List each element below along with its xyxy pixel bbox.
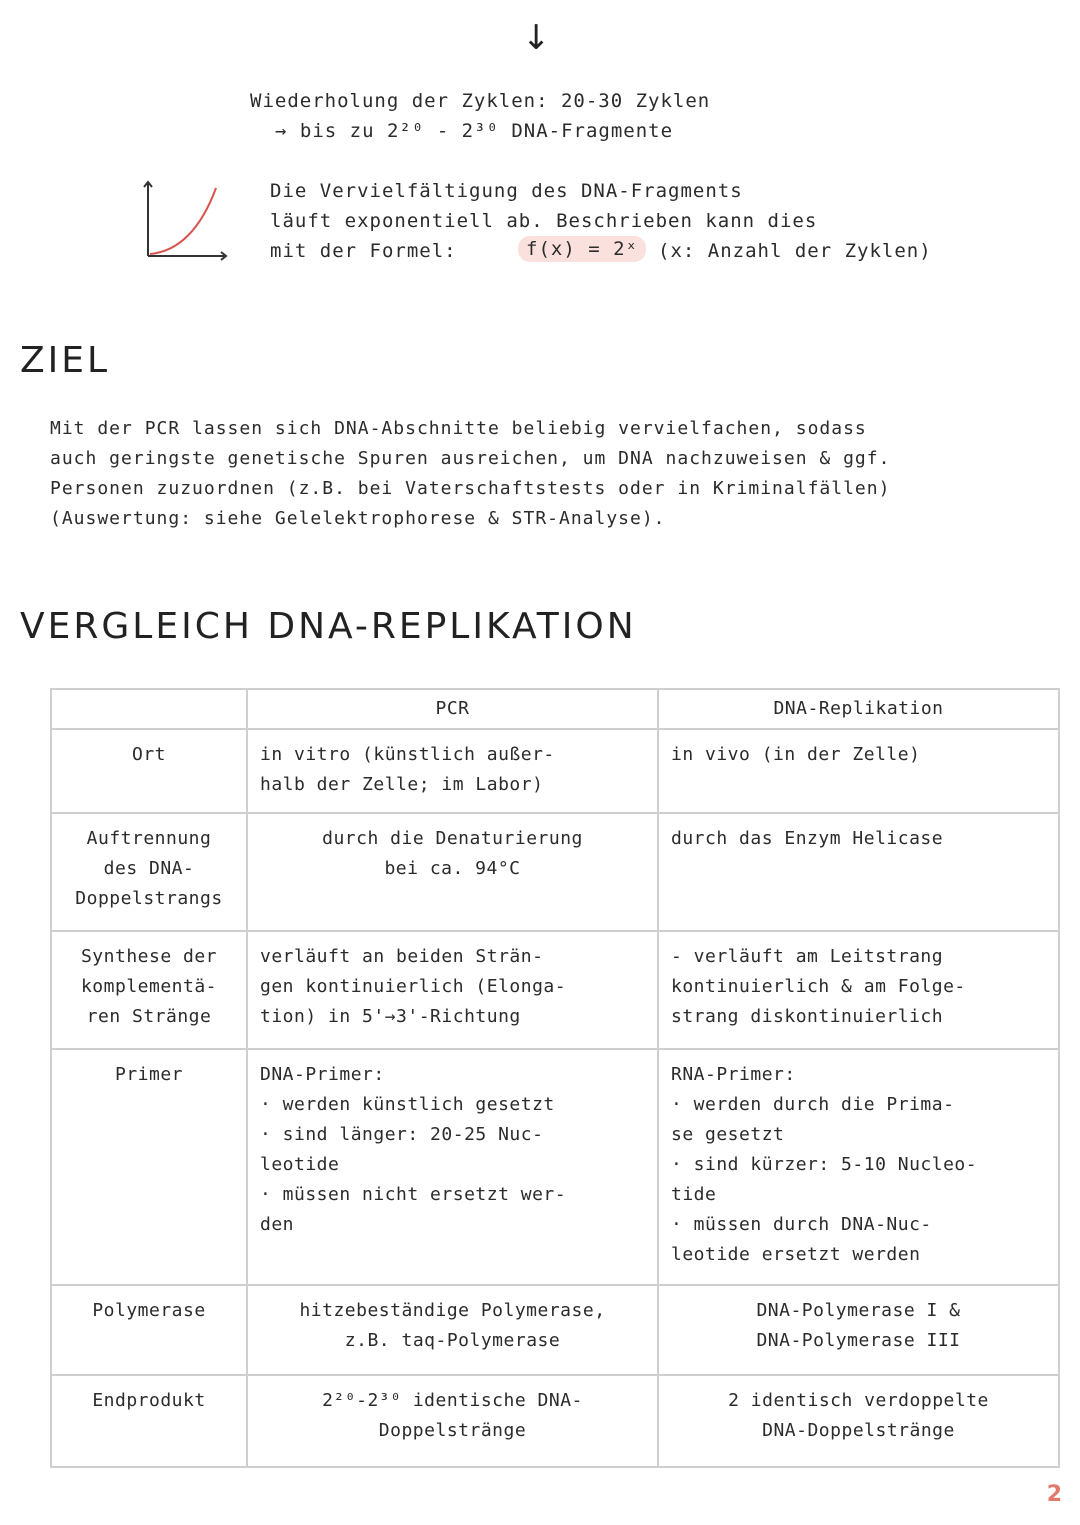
pcr-line: in vitro (künstlich außer-: [260, 744, 555, 765]
growth-line-2: läuft exponentiell ab. Beschrieben kann dies: [270, 210, 818, 232]
pcr-line: · werden künstlich gesetzt: [260, 1094, 555, 1115]
pcr-line: Doppelstränge: [378, 1420, 527, 1441]
rep-line: - verläuft am Leitstrang: [671, 946, 944, 967]
pcr-line: den: [260, 1214, 295, 1235]
rep-cell: [658, 1375, 1059, 1467]
rep-cell: [658, 1285, 1059, 1375]
row-label: [51, 1049, 247, 1285]
pcr-cell: [247, 1375, 658, 1467]
rep-line: leotide ersetzt werden: [671, 1244, 921, 1265]
pcr-line: halb der Zelle; im Labor): [260, 774, 544, 795]
rep-line: RNA-Primer:: [671, 1064, 796, 1085]
rep-line: kontinuierlich & am Folge-: [671, 976, 966, 997]
pcr-line: gen kontinuierlich (Elonga-: [260, 976, 567, 997]
rep-line: · werden durch die Prima-: [671, 1094, 955, 1115]
rep-cell: [658, 729, 1059, 813]
rep-line: DNA-Polymerase I &: [756, 1300, 961, 1321]
row-label: [51, 729, 247, 813]
ziel-line-1: Mit der PCR lassen sich DNA-Abschnitte beliebig vervielfachen, sodass: [50, 418, 867, 439]
pcr-line: DNA-Primer:: [260, 1064, 385, 1085]
row-label: [51, 1285, 247, 1375]
row-label: [51, 1375, 247, 1467]
rep-line: · müssen durch DNA-Nuc-: [671, 1214, 932, 1235]
rep-cell: [658, 813, 1059, 931]
pcr-line: verläuft an beiden Strän-: [260, 946, 544, 967]
row-label-line: Doppelstrangs: [75, 888, 223, 909]
down-arrow-icon: ↓: [522, 18, 551, 58]
pcr-line: hitzebeständige Polymerase,: [299, 1300, 606, 1321]
rep-line: 2 identisch verdoppelte: [728, 1390, 989, 1411]
pcr-line: leotide: [260, 1154, 340, 1175]
row-label-line: Ort: [131, 744, 166, 765]
page-number: 2: [1046, 1482, 1062, 1507]
pcr-line: 2²⁰-2³⁰ identische DNA-: [322, 1390, 583, 1411]
pcr-line: durch die Denaturierung: [322, 828, 583, 849]
rep-line: durch das Enzym Helicase: [671, 828, 944, 849]
table-row: [51, 1049, 1059, 1285]
row-label-line: ren Stränge: [86, 1006, 212, 1027]
cycles-line: Wiederholung der Zyklen: 20-30 Zyklen: [250, 90, 711, 112]
ziel-line-3: Personen zuzuordnen (z.B. bei Vaterschaftstests oder in Kriminalfällen): [50, 478, 891, 499]
rep-line: strang diskontinuierlich: [671, 1006, 944, 1027]
row-label: [51, 813, 247, 931]
row-label-line: Auftrennung: [86, 828, 212, 849]
growth-line-3: mit der Formel:: [270, 240, 457, 262]
growth-line-1: Die Vervielfältigung des DNA-Fragments: [270, 180, 743, 202]
rep-line: DNA-Polymerase III: [756, 1330, 961, 1351]
fragments-line: → bis zu 2²⁰ - 2³⁰ DNA-Fragmente: [275, 120, 674, 142]
header-replikation: DNA-Replikation: [658, 689, 1059, 729]
ziel-line-4: (Auswertung: siehe Gelelektrophorese & STR-Analyse).: [50, 508, 666, 529]
pcr-line: z.B. taq-Polymerase: [344, 1330, 561, 1351]
ziel-heading: ZIEL: [20, 340, 111, 381]
table-row: [51, 931, 1059, 1049]
table-row: [51, 813, 1059, 931]
header-pcr: PCR: [247, 689, 658, 729]
row-label-line: Polymerase: [92, 1300, 206, 1321]
rep-line: · sind kürzer: 5-10 Nucleo-: [671, 1154, 978, 1175]
ziel-line-2: auch geringste genetische Spuren ausreichen, um DNA nachzuweisen & ggf.: [50, 448, 891, 469]
row-label-line: Synthese der: [80, 946, 218, 967]
rep-line: se gesetzt: [671, 1124, 785, 1145]
row-label: [51, 931, 247, 1049]
table-header-row: [51, 689, 1059, 729]
row-label-line: komplementä-: [80, 976, 218, 997]
rep-line: tide: [671, 1184, 717, 1205]
rep-line: in vivo (in der Zelle): [671, 744, 921, 765]
rep-cell: [658, 931, 1059, 1049]
row-label-line: Primer: [114, 1064, 184, 1085]
rep-line: DNA-Doppelstränge: [762, 1420, 955, 1441]
row-label-line: des DNA-: [103, 858, 195, 879]
table-row: [51, 729, 1059, 813]
pcr-line: tion) in 5'→3'-Richtung: [260, 1006, 521, 1027]
pcr-cell: [247, 1049, 658, 1285]
formula: f(x) = 2ˣ: [518, 236, 646, 262]
rep-cell: [658, 1049, 1059, 1285]
vergleich-heading: VERGLEICH DNA-REPLIKATION: [20, 606, 637, 647]
pcr-cell: [247, 813, 658, 931]
pcr-cell: [247, 1285, 658, 1375]
pcr-cell: [247, 931, 658, 1049]
exponential-graph-icon: [138, 176, 230, 264]
table-row: [51, 1285, 1059, 1375]
header-empty: [51, 689, 247, 729]
pcr-cell: [247, 729, 658, 813]
row-label-line: Endprodukt: [92, 1390, 206, 1411]
table-row: [51, 1375, 1059, 1467]
pcr-line: bei ca. 94°C: [384, 858, 521, 879]
pcr-line: · sind länger: 20-25 Nuc-: [260, 1124, 544, 1145]
formula-note: (x: Anzahl der Zyklen): [658, 240, 932, 262]
pcr-line: · müssen nicht ersetzt wer-: [260, 1184, 567, 1205]
comparison-table: [50, 688, 1060, 1468]
